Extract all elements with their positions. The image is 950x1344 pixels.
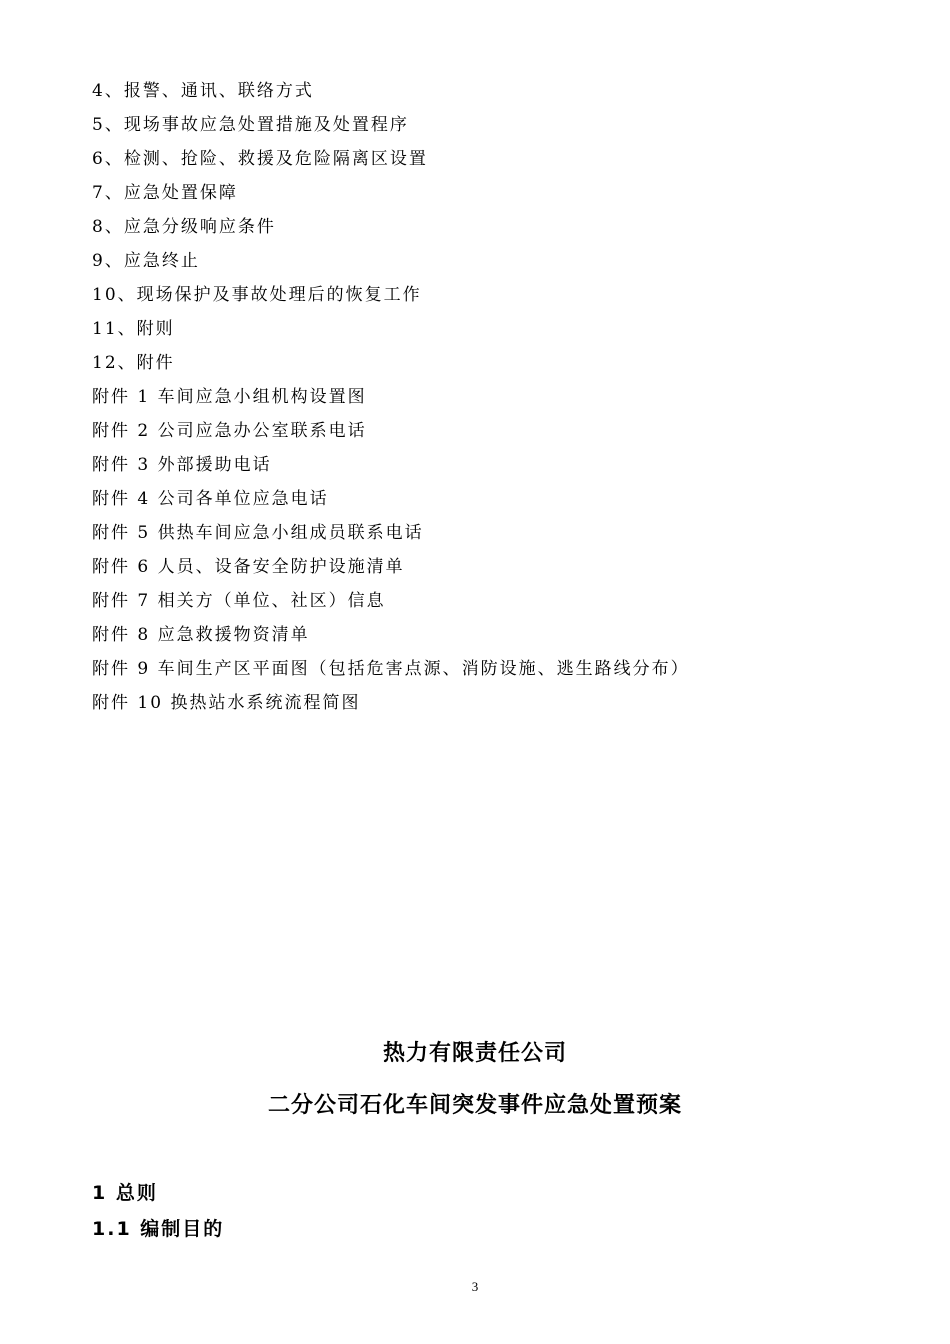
- section-heading: 1 总则: [92, 1182, 158, 1204]
- subsection-heading: 1.1 编制目的: [92, 1218, 225, 1240]
- toc-item: 12、附件: [92, 353, 175, 373]
- toc-item: 附件 9 车间生产区平面图（包括危害点源、消防设施、逃生路线分布）: [92, 659, 690, 679]
- toc-item: 附件 6 人员、设备安全防护设施清单: [92, 557, 405, 577]
- toc-item: 附件 3 外部援助电话: [92, 455, 272, 475]
- page-number: 3: [471, 1279, 479, 1294]
- toc-item: 附件 1 车间应急小组机构设置图: [92, 387, 367, 407]
- toc-item: 5、现场事故应急处置措施及处置程序: [92, 115, 409, 135]
- toc-list: [92, 74, 690, 720]
- toc-item: 附件 5 供热车间应急小组成员联系电话: [92, 523, 424, 543]
- toc-item: 附件 8 应急救援物资清单: [92, 625, 310, 645]
- company-title: 热力有限责任公司: [382, 1041, 567, 1066]
- toc-item: 附件 7 相关方（单位、社区）信息: [92, 591, 386, 611]
- toc-item: 6、检测、抢险、救援及危险隔离区设置: [92, 149, 428, 169]
- toc-item: 10、现场保护及事故处理后的恢复工作: [92, 285, 422, 305]
- toc-item: 11、附则: [92, 319, 175, 339]
- toc-item: 7、应急处置保障: [92, 183, 238, 203]
- plan-title: 二分公司石化车间突发事件应急处置预案: [267, 1093, 682, 1118]
- toc-item: 附件 4 公司各单位应急电话: [92, 489, 329, 509]
- toc-item: 附件 2 公司应急办公室联系电话: [92, 421, 367, 441]
- toc-item: 4、报警、通讯、联络方式: [92, 81, 314, 101]
- toc-item: 8、应急分级响应条件: [92, 217, 276, 237]
- toc-item: 附件 10 换热站水系统流程简图: [92, 693, 361, 713]
- toc-item: 9、应急终止: [92, 251, 200, 271]
